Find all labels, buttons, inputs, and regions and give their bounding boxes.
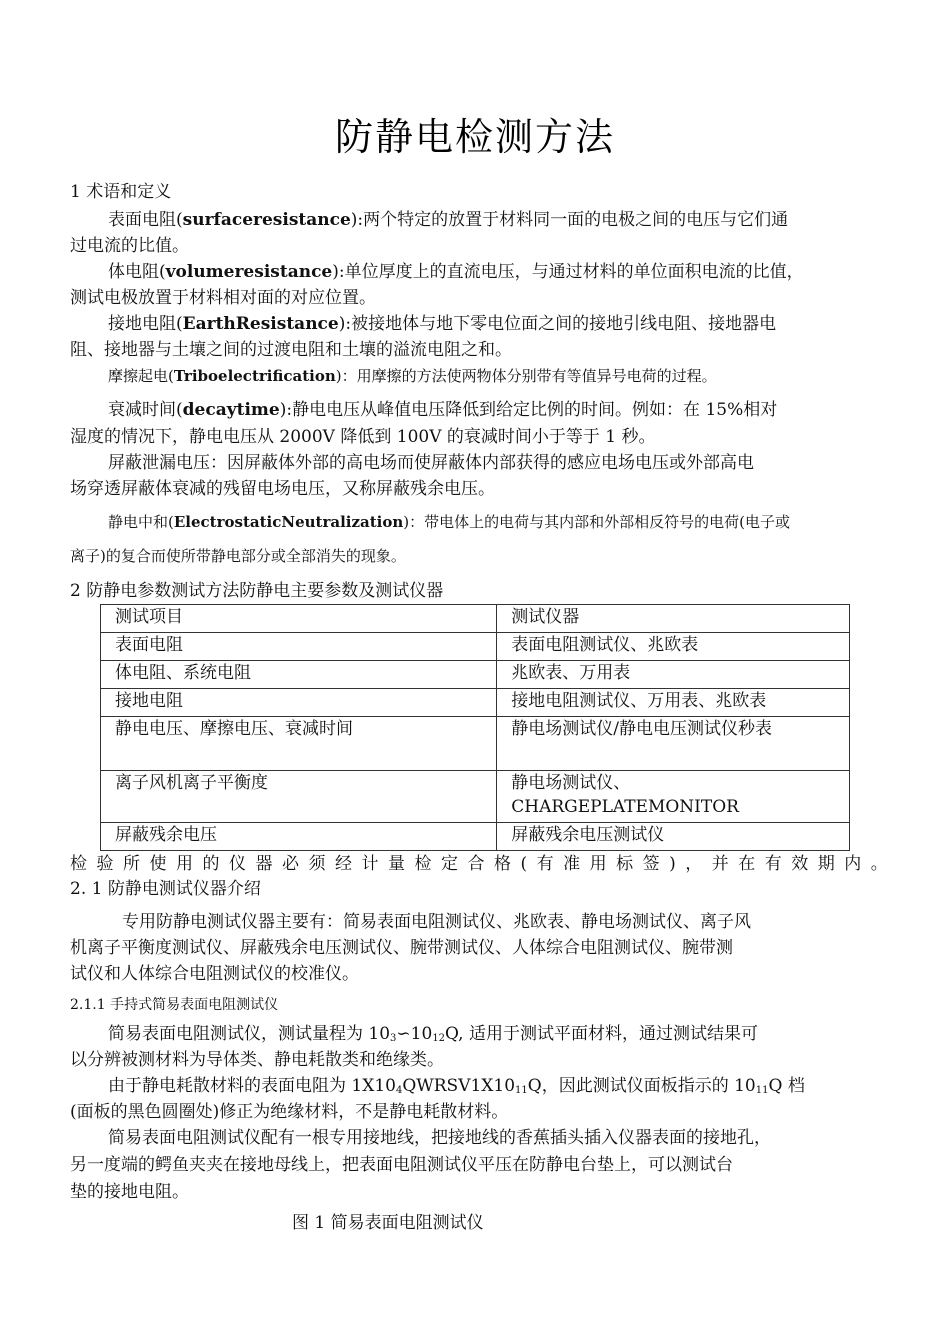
figure-caption: 图 1 简易表面电阻测试仪: [292, 1213, 484, 1233]
paragraph-grounding-cont: 另一度端的鳄鱼夹夹在接地母线上，把表面电阻测试仪平压在防静电台垫上，可以测试台: [70, 1155, 733, 1175]
definition-earth-resistance-cont: 阻、接地器与土壤之间的过渡电阻和土壤的溢流电阻之和。: [70, 340, 512, 360]
table-cell: 静电电压、摩擦电压、衰减时间: [101, 717, 497, 771]
table-cell: 静电场测试仪/静电电压测试仪秒表: [497, 717, 850, 771]
intro-paragraph-cont: 试仪和人体综合电阻测试仪的校准仪。: [70, 964, 359, 984]
intro-paragraph-cont: 机离子平衡度测试仪、屏蔽残余电压测试仪、腕带测试仪、人体综合电阻测试仪、腕带测: [70, 938, 733, 958]
paragraph-dissipative-cont: (面板的黑色圆圈处)修正为绝缘材料，不是静电耗散材料。: [70, 1102, 509, 1122]
definition-volume-resistance: 体电阻(volumeresistance):单位厚度上的直流电压，与通过材料的单位面积电流的比值，: [108, 262, 804, 282]
table-row: [101, 633, 850, 661]
section-2-1-1-heading: 2.1.1 手持式简易表面电阻测试仪: [70, 997, 279, 1013]
definition-neutralization: 静电中和(ElectrostaticNeutralization)：带电体上的电荷与其内部和外部相反符号的电荷(电子或: [108, 513, 790, 531]
table-header-cell: 测试仪器: [497, 605, 850, 633]
table-row: [101, 717, 850, 771]
table-row: [101, 823, 850, 851]
definition-volume-resistance-cont: 测试电极放置于材料相对面的对应位置。: [70, 288, 376, 308]
paragraph-range: 简易表面电阻测试仪，测试量程为 $10_3∽10_{12}Q$, 适用于测试平面材料，通过测试结果可: [108, 1024, 758, 1044]
section-1-heading: 1 术语和定义: [70, 182, 172, 202]
intro-paragraph: 专用防静电测试仪器主要有：简易表面电阻测试仪、兆欧表、静电场测试仪、离子风: [122, 912, 751, 932]
table-cell: 接地电阻: [101, 689, 497, 717]
parameters-table: [100, 604, 850, 851]
paragraph-grounding: 简易表面电阻测试仪配有一根专用接地线，把接地线的香蕉插头插入仪器表面的接地孔，: [108, 1128, 771, 1148]
table-cell: 表面电阻: [101, 633, 497, 661]
table-cell: 表面电阻测试仪、兆欧表: [497, 633, 850, 661]
table-cell: 屏蔽残余电压: [101, 823, 497, 851]
table-row: [101, 771, 850, 823]
definition-neutralization-cont: 离子)的复合而使所带静电部分或全部消失的现象。: [70, 547, 406, 565]
page-title: 防静电检测方法: [334, 115, 615, 159]
definition-triboelectrification: 摩擦起电(Triboelectrification)：用摩擦的方法使两物体分别带有等值异号电荷的过程。: [108, 367, 717, 385]
definition-earth-resistance: 接地电阻(EarthResistance):被接地体与地下零电位面之间的接地引线电阻、接地器电: [108, 314, 777, 334]
table-cell: 离子风机离子平衡度: [101, 771, 497, 823]
paragraph-grounding-cont: 垫的接地电阻。: [70, 1182, 189, 1202]
table-cell: 静电场测试仪、 CHARGEPLATEMONITOR: [497, 771, 850, 823]
definition-surface-resistance-cont: 过电流的比值。: [70, 236, 189, 256]
definition-decay-time: 衰减时间(decaytime):静电电压从峰值电压降低到给定比例的时间。例如：在 15%相对: [108, 400, 778, 420]
definition-surface-resistance: 表面电阻(surfaceresistance):两个特定的放置于材料同一面的电极之间的电压与它们通: [108, 210, 789, 230]
table-header-cell: 测试项目: [101, 605, 497, 633]
paragraph-dissipative: 由于静电耗散材料的表面电阻为 $1X10_4QWRSV1X10_{11}Q$，因此测试仪面板指示的 $10_{11}Q$ 档: [108, 1076, 805, 1096]
table-cell: 体电阻、系统电阻: [101, 661, 497, 689]
paragraph-range-cont: 以分辨被测材料为导体类、静电耗散类和绝缘类。: [70, 1050, 444, 1070]
table-row: [101, 661, 850, 689]
section-2-heading: 2 防静电参数测试方法防静电主要参数及测试仪器: [70, 581, 444, 601]
table-cell: 接地电阻测试仪、万用表、兆欧表: [497, 689, 850, 717]
definition-shield-leakage-cont: 场穿透屏蔽体衰减的残留电场电压，又称屏蔽残余电压。: [70, 479, 495, 499]
definition-shield-leakage: 屏蔽泄漏电压：因屏蔽体外部的高电场而使屏蔽体内部获得的感应电场电压或外部高电: [108, 453, 754, 473]
definition-decay-time-cont: 湿度的情况下，静电电压从 2000V 降低到 100V 的衰减时间小于等于 1 秒。: [70, 427, 656, 447]
table-row: [101, 689, 850, 717]
table-header-row: [101, 605, 850, 633]
section-2-1-heading: 2. 1 防静电测试仪器介绍: [70, 879, 261, 899]
instrument-note: 检验所使用的仪器必须经计量检定合格(有准用标签)，并在有效期内。: [70, 854, 898, 874]
table-cell: 屏蔽残余电压测试仪: [497, 823, 850, 851]
table-cell: 兆欧表、万用表: [497, 661, 850, 689]
